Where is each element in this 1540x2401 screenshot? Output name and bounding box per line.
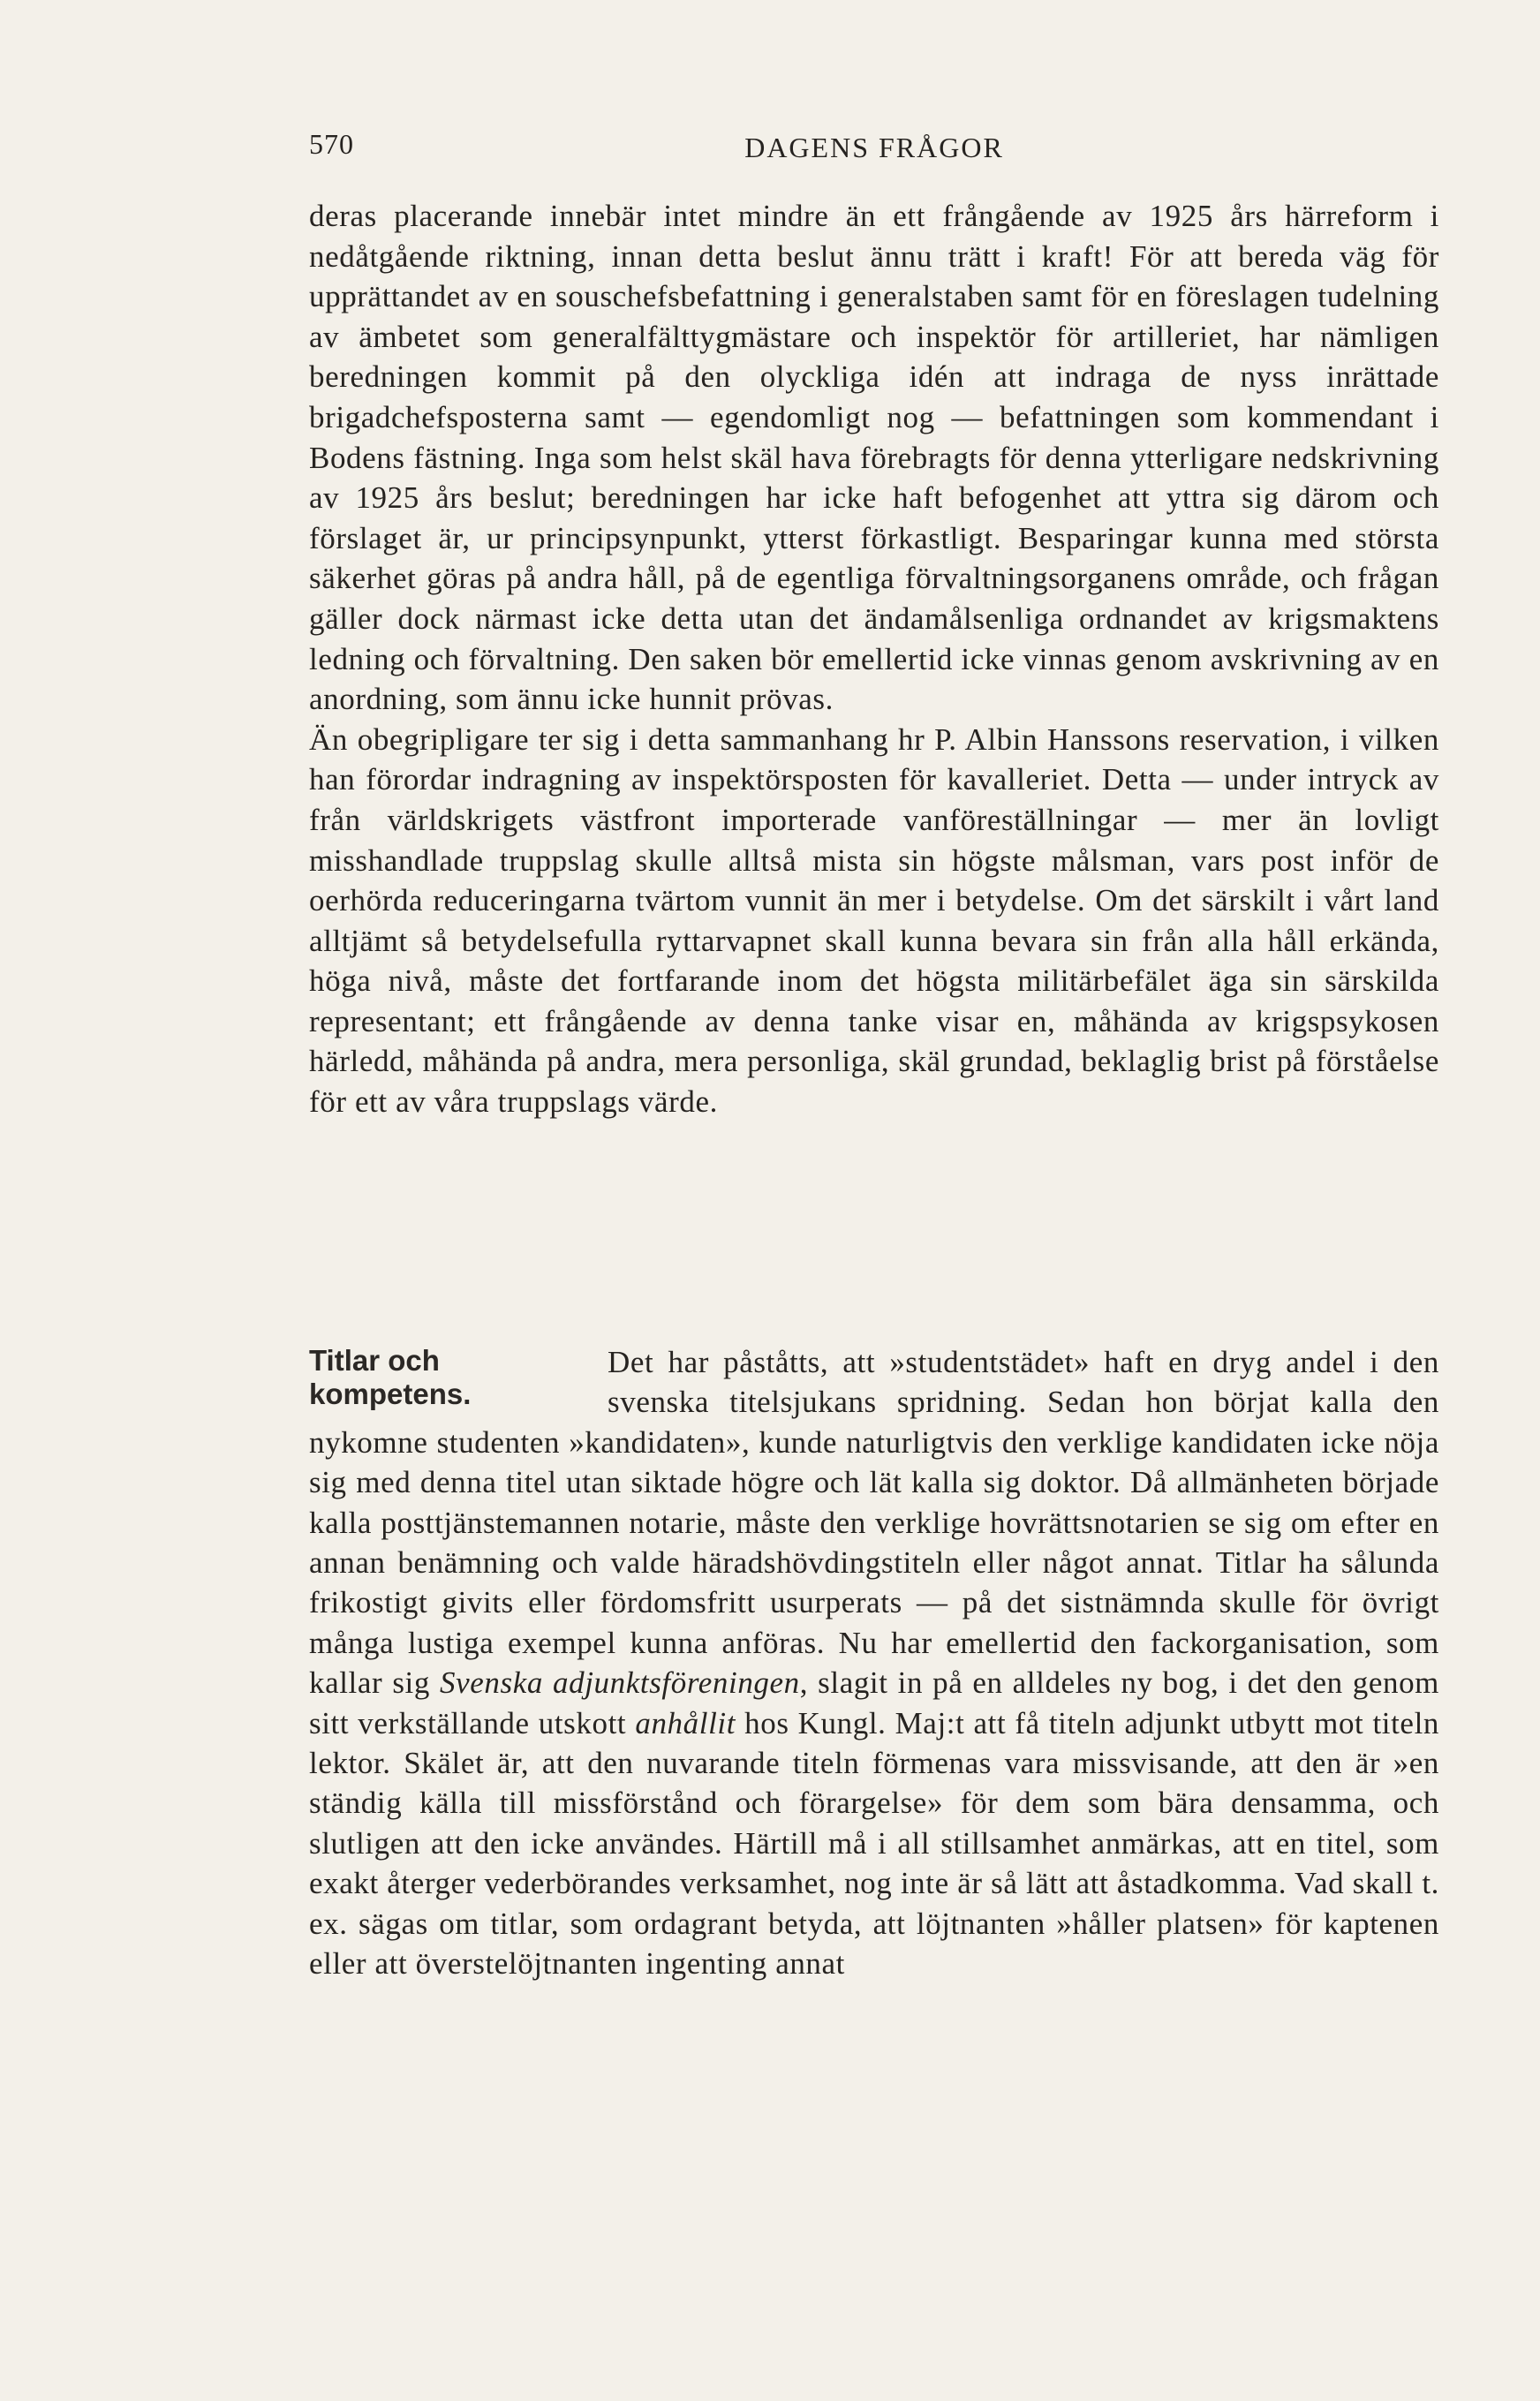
section-text-part-3: hos Kungl. Maj:t att få titeln adjunkt utbytt mot titeln lektor. Skälet är, att den nuvarande titeln förmenas vara missvisande, att den är »en ständig källa till missförstånd och förargelse» för dem som bära densamma, och slutligen att den icke användes. Härtill må i all stillsamhet anmärkas, att en titel, som exakt återger vederbörandes verksamhet, nog inte är så lätt att åstadkomma. Vad skall t. ex. sägas om titlar, som ordagrant betyda, att löjtnanten »håller platsen» för kaptenen eller att överstelöjtnanten ingenting annat xyxy=(309,1705,1439,1982)
section-titles-and-competence xyxy=(309,1342,1439,1984)
paragraph-2: Än obegripligare ter sig i detta sammanhang hr P. Albin Hanssons reservation, i vilken han förordar indragning av inspektörsposten för kavalleriet. Detta — under intryck av från världskrigets västfront importerade vanföreställningar — mer än lovligt misshandlade truppslag skulle alltså mista sin högste målsman, vars post inför de oerhörda reduceringarna tvärtom vunnit än mer i betydelse. Om det särskilt i vårt land alltjämt så betydelsefulla ryttarvapnet skall kunna bevara sin från alla håll erkända, höga nivå, måste det fortfarande inom det högsta militärbefälet äga sin särskilda representant; ett frångående av denna tanke visar en, måhända av krigspsykosen härledd, måhända på andra, mera personliga, skäl grundad, beklaglig brist på förståelse för ett av våra truppslags värde. xyxy=(309,721,1439,1120)
section-text-part-1: Det har påståtts, att »studentstädet» haft en dryg andel i den svenska titelsjukans spridning. Sedan hon börjat kalla den nykomne studenten »kandidaten», kunde naturligtvis den verklige kandidaten icke nöja sig med denna titel utan siktade högre och lät kalla sig doktor. Då allmänheten började kalla posttjänstemannen notarie, måste den verklige hovrättsnotarien se sig om efter en annan benämning och valde häradshövdingstiteln eller något annat. Titlar ha sålunda frikostigt givits eller fördomsfritt usurperats — på det sistnämnda skulle för övrigt många lustiga exempel kunna anföras. Nu har emellertid den fackorganisation, som kallar sig xyxy=(309,1345,1439,1701)
paragraph-1: deras placerande innebär intet mindre än ett frångående av 1925 års härreform i nedåtgående riktning, innan detta beslut ännu trätt i kraft! För att bereda väg för upprättandet av en souschefsbefattning i generalstaben samt för en föreslagen tudelning av ämbetet som generalfälttygmästare och inspektör för artilleriet, har nämligen beredningen kommit på den olyckliga idén att indraga de nyss inrättade brigadchefsposterna samt — egendomligt nog — befattningen som kommendant i Bodens fästning. Inga som helst skäl hava förebragts för denna ytterligare nedskrivning av 1925 års beslut; beredningen har icke haft befogenhet att yttra sig därom och förslaget är, ur principsynpunkt, ytterst förkastligt. Besparingar kunna med största säkerhet göras på andra håll, på de egentliga förvaltningsorganens område, och frågan gäller dock närmast icke detta utan det ändamålsenliga ordnandet av krigsmaktens ledning och förvaltning. Den saken bör emellertid icke vinnas genom avskrivning av en anordning, som ännu icke hunnit prövas. xyxy=(309,199,1439,717)
section-text-part-2: , slagit in på en alldeles ny bog, i det den genom sitt verkställande utskott xyxy=(309,1665,1439,1740)
article-body xyxy=(309,196,1439,1122)
page-number: 570 xyxy=(309,128,354,160)
section-paragraph xyxy=(309,1342,1439,1984)
running-head xyxy=(309,128,1439,172)
running-title: DAGENS FRÅGOR xyxy=(744,132,1004,163)
italic-word: anhållit xyxy=(635,1705,736,1740)
italic-organisation-name: Svenska adjunktsföreningen xyxy=(440,1665,800,1701)
marginal-heading: Titlar och kompetens. xyxy=(309,1344,472,1410)
